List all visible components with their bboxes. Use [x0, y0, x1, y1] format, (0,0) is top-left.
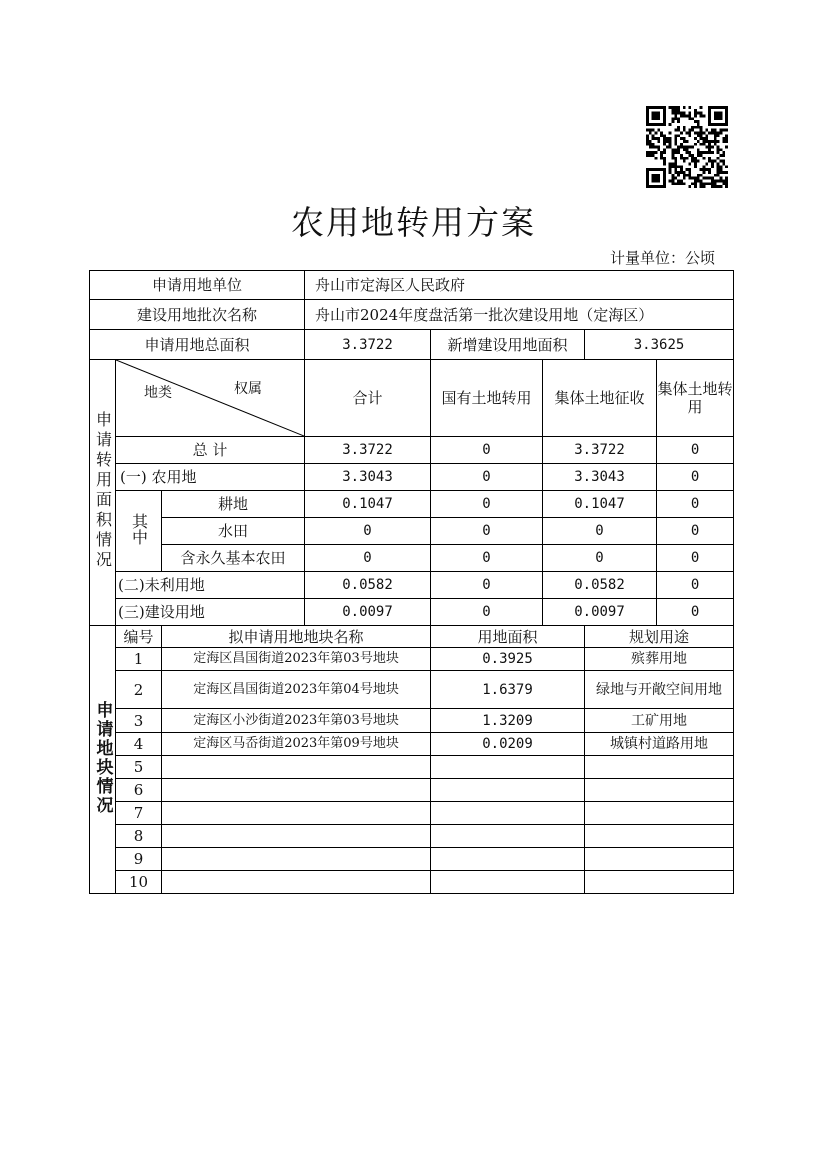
area-cell: 0 [305, 518, 431, 545]
plot-col-use: 规划用途 [585, 626, 734, 648]
diag-left-label: 地类 [144, 385, 172, 401]
area-cell: 0 [431, 437, 543, 464]
area-cell: 0.1047 [305, 491, 431, 518]
area-cell: 3.3722 [305, 437, 431, 464]
plot-no: 4 [116, 733, 162, 756]
area-row-total [90, 437, 734, 464]
plot-no: 6 [116, 779, 162, 802]
plot-area: 0.3925 [431, 648, 585, 671]
plot-name: 定海区昌国街道2023年第04号地块 [162, 671, 431, 709]
area-cell: 0.0097 [543, 599, 657, 626]
plot-row [90, 802, 734, 825]
plot-name: 定海区小沙街道2023年第03号地块 [162, 709, 431, 733]
qi-zhong-cell [116, 491, 162, 572]
new-area-label: 新增建设用地面积 [431, 330, 585, 360]
plot-row [90, 648, 734, 671]
area-row-label: (三)建设用地 [116, 599, 305, 626]
plot-name: 定海区昌国街道2023年第03号地块 [162, 648, 431, 671]
plot-area [431, 871, 585, 894]
plot-use: 绿地与开敞空间用地 [585, 671, 734, 709]
total-area-row [90, 330, 734, 360]
plot-header-row [90, 626, 734, 648]
plot-area [431, 756, 585, 779]
plot-row [90, 756, 734, 779]
new-area-value: 3.3625 [585, 330, 734, 360]
plot-area: 1.3209 [431, 709, 585, 733]
total-area-value: 3.3722 [305, 330, 431, 360]
plot-no: 1 [116, 648, 162, 671]
area-side-label-cell [90, 360, 116, 626]
plot-no: 2 [116, 671, 162, 709]
area-cell: 0 [657, 599, 734, 626]
plot-no: 3 [116, 709, 162, 733]
area-cell: 0 [657, 464, 734, 491]
total-area-label: 申请用地总面积 [90, 330, 305, 360]
plot-use: 工矿用地 [585, 709, 734, 733]
batch-value: 舟山市2024年度盘活第一批次建设用地（定海区） [305, 300, 734, 330]
land-conversion-table [89, 270, 734, 894]
plot-use [585, 756, 734, 779]
area-row-label: 总 计 [116, 437, 305, 464]
area-row-permanent [90, 545, 734, 572]
plot-area [431, 848, 585, 871]
plot-area [431, 825, 585, 848]
plot-area: 0.0209 [431, 733, 585, 756]
plot-row [90, 709, 734, 733]
plot-row [90, 871, 734, 894]
area-header-row [90, 360, 734, 437]
plot-use [585, 871, 734, 894]
qi-zhong-label: 其中 [129, 513, 149, 545]
col-header-collective-requisition: 集体土地征收 [543, 360, 657, 437]
area-row-cultivated [90, 491, 734, 518]
col-header-collective-conversion: 集体土地转用 [657, 360, 734, 437]
plot-side-label-cell [90, 626, 116, 894]
plot-name [162, 825, 431, 848]
area-row-label: (二)未利用地 [116, 572, 305, 599]
area-cell: 0 [431, 518, 543, 545]
plot-use [585, 848, 734, 871]
plot-no: 7 [116, 802, 162, 825]
plot-row [90, 825, 734, 848]
unit-label: 计量单位：公顷 [609, 249, 715, 267]
area-cell: 0 [431, 599, 543, 626]
area-cell: 3.3722 [543, 437, 657, 464]
area-row-construction [90, 599, 734, 626]
area-row-farmland [90, 464, 734, 491]
plot-row [90, 733, 734, 756]
plot-name [162, 848, 431, 871]
plot-use [585, 802, 734, 825]
area-cell: 0 [657, 518, 734, 545]
plot-col-area: 用地面积 [431, 626, 585, 648]
plot-use: 殡葬用地 [585, 648, 734, 671]
area-row-paddy [90, 518, 734, 545]
plot-name [162, 756, 431, 779]
area-row-unused [90, 572, 734, 599]
plot-no: 9 [116, 848, 162, 871]
applicant-label: 申请用地单位 [90, 271, 305, 300]
area-cell: 0 [543, 518, 657, 545]
area-cell: 3.3043 [305, 464, 431, 491]
plot-col-name: 拟申请用地地块名称 [162, 626, 431, 648]
plot-use: 城镇村道路用地 [585, 733, 734, 756]
plot-row [90, 848, 734, 871]
page-title: 农用地转用方案 [291, 203, 536, 242]
plot-name [162, 871, 431, 894]
applicant-row [90, 271, 734, 300]
plot-use [585, 825, 734, 848]
batch-label: 建设用地批次名称 [90, 300, 305, 330]
plot-area: 1.6379 [431, 671, 585, 709]
plot-name [162, 779, 431, 802]
applicant-value: 舟山市定海区人民政府 [305, 271, 734, 300]
area-cell: 0 [305, 545, 431, 572]
plot-no: 5 [116, 756, 162, 779]
plot-area [431, 802, 585, 825]
area-cell: 0 [431, 572, 543, 599]
area-side-label: 申请转用面积情况 [93, 410, 113, 571]
plot-name: 定海区马岙街道2023年第09号地块 [162, 733, 431, 756]
diagonal-header [116, 360, 305, 437]
plot-name [162, 802, 431, 825]
area-cell: 0 [431, 464, 543, 491]
area-cell: 0.0582 [543, 572, 657, 599]
plot-area [431, 779, 585, 802]
diag-right-label: 权属 [234, 381, 262, 397]
col-header-total: 合计 [305, 360, 431, 437]
plot-row [90, 779, 734, 802]
area-cell: 0 [543, 545, 657, 572]
area-row-label: 水田 [162, 518, 305, 545]
plot-no: 8 [116, 825, 162, 848]
plot-row [90, 671, 734, 709]
qr-code [646, 106, 728, 188]
plot-side-label: 申请地块情况 [92, 700, 113, 815]
area-cell: 0 [657, 437, 734, 464]
area-row-label: 耕地 [162, 491, 305, 518]
area-cell: 0 [657, 572, 734, 599]
area-cell: 0.0582 [305, 572, 431, 599]
area-row-label: (一) 农用地 [116, 464, 305, 491]
area-cell: 0 [657, 545, 734, 572]
plot-no: 10 [116, 871, 162, 894]
area-cell: 0.1047 [543, 491, 657, 518]
area-cell: 0 [431, 491, 543, 518]
area-cell: 0 [657, 491, 734, 518]
area-cell: 0 [431, 545, 543, 572]
plot-use [585, 779, 734, 802]
plot-col-no: 编号 [116, 626, 162, 648]
batch-row [90, 300, 734, 330]
area-cell: 3.3043 [543, 464, 657, 491]
area-cell: 0.0097 [305, 599, 431, 626]
col-header-state: 国有土地转用 [431, 360, 543, 437]
area-row-label: 含永久基本农田 [162, 545, 305, 572]
